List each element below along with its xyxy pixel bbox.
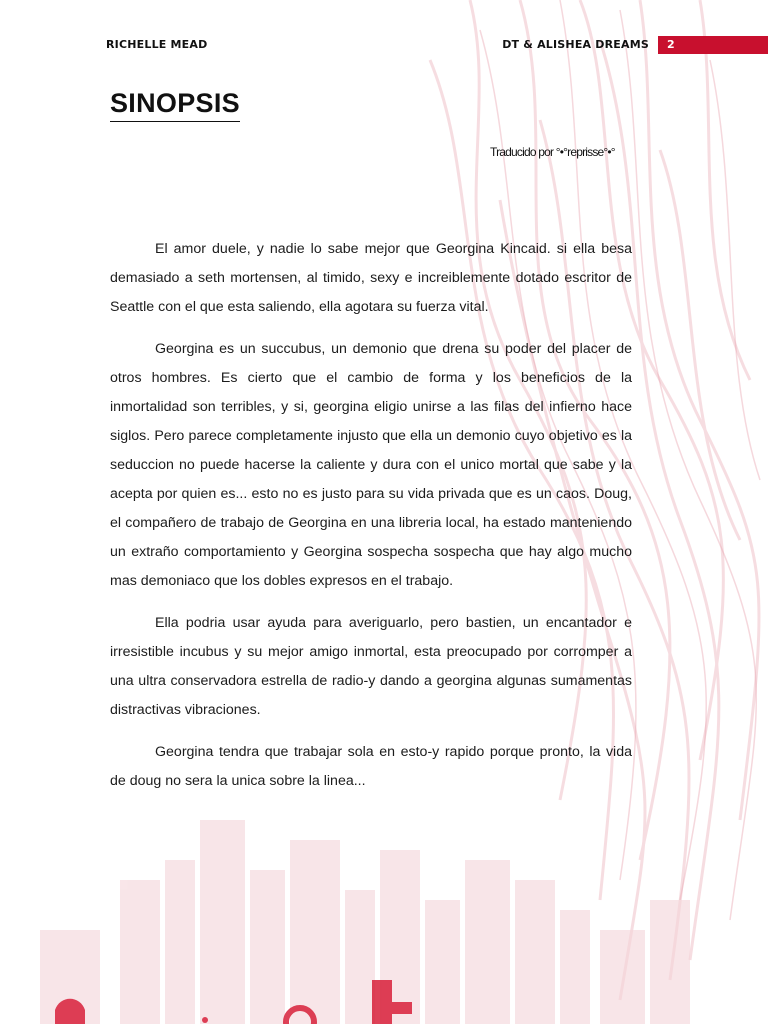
synopsis-body: [110, 235, 632, 809]
header-author: RICHELLE MEAD: [106, 38, 208, 51]
paragraph: El amor duele, y nadie lo sabe mejor que Georgina Kincaid. si ella besa demasiado a seth mortensen, al timido, sexy e increiblemente dotado escritor de Seattle con el que esta saliendo, ella agotara su fuerza vital.: [110, 241, 632, 315]
paragraph: Georgina es un succubus, un demonio que drena su poder del placer de otros hombres. Es cierto que el cambio de forma y los beneficios de la inmortalidad son terribles, y si, georgina eligio unirse a las filas del infierno hace siglos. Pero parece completamente injusto que ella un demonio cuyo objetivo es la seduccion no puede hacerse la caliente y dura con el unico mortal que sabe y la acepta por quien es... esto no es justo para su vida privada que es un caos. Doug, el compañero de trabajo de Georgina en una libreria local, ha estado manteniendo un extraño comportamiento y Georgina sospecha sospecha que hay algo mucho mas demoniaco que los dobles expresos en el trabajo.: [110, 341, 632, 589]
page-number: 2: [667, 38, 675, 51]
header-group: DT & ALISHEA DREAMS: [502, 38, 649, 51]
paragraph: Ella podria usar ayuda para averiguarlo, pero bastien, un encantador e irresistible incubus y su mejor amigo inmortal, esta preocupado por corromper a una ultra conservadora estrella de radio-y dando a georgina algunas sumamentas distractivas vibraciones.: [110, 615, 632, 718]
translator-credit: Traducido por °•°reprisse°•°: [490, 145, 615, 159]
page-title: SINOPSIS: [110, 88, 240, 122]
page-number-tab: [658, 36, 768, 54]
paragraph: Georgina tendra que trabajar sola en esto-y rapido porque pronto, la vida de doug no sera la unica sobre la linea...: [110, 744, 632, 789]
